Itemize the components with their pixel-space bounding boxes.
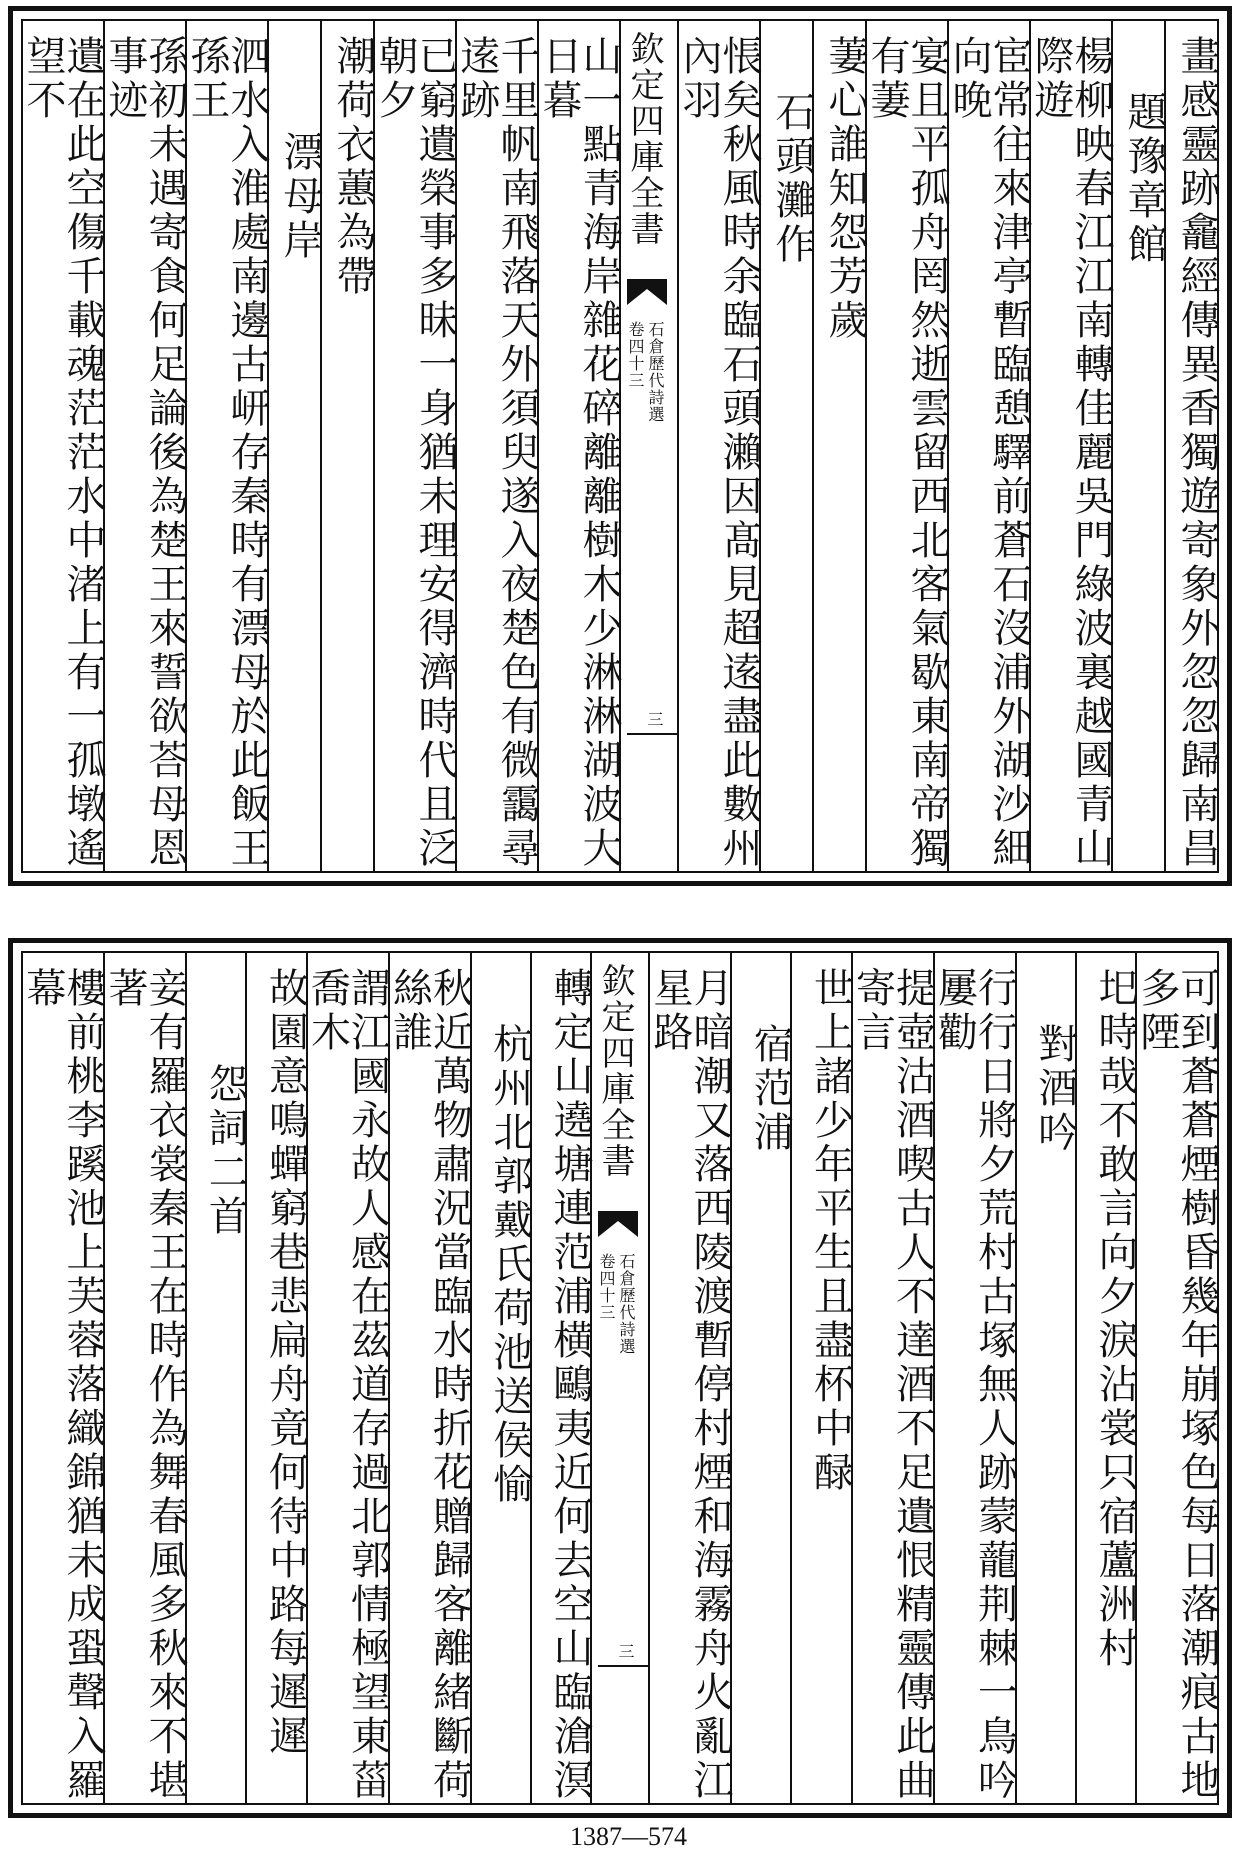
text-column: 悵矣秋風時余臨石頭瀨因髙見超逺盡此數州內羽 xyxy=(677,21,759,871)
text-column: 樓前桃李蹊池上芙蓉落織錦猶未成蛩聲入羅幕 xyxy=(20,967,106,1803)
text-column: 妾有羅衣裳秦王在時作為舞春風多秋來不堪著 xyxy=(103,953,185,1803)
text-column: 萋心誰知怨芳歲 xyxy=(812,21,865,871)
center-divider xyxy=(627,733,677,735)
text-column: 宦常往來津亭暫臨憩驛前蒼石沒浦外湖沙細向晚 xyxy=(947,21,1029,871)
bottom-page-frame xyxy=(21,951,1219,1805)
center-volume-label: 卷四十三 xyxy=(626,321,645,389)
center-collection-title: 石倉歷代詩選 xyxy=(617,1253,636,1355)
text-column: 山一點青海岸雜花碎離離樹木少淋淋湖波大日暮 xyxy=(537,21,619,871)
text-column: 世上諸少年平生且盡杯中醁 xyxy=(790,953,850,1803)
poem-title-column: 石頭灘作 xyxy=(759,21,812,871)
text-column: 千里帆南飛落天外須臾遂入夜楚色有微靄尋逺跡 xyxy=(455,21,537,871)
center-book-title: 欽定四庫全書 xyxy=(624,31,664,247)
poem-title-column: 杭州北郭戴氏荷池送侯愉 xyxy=(470,953,530,1803)
text-column: 泗水入淮處南邊古岍存秦時有漂母於此飯王孫王 xyxy=(185,21,267,871)
text-column: 故園意鳴蟬窮巷悲扁舟竟何待中路每遲遲 xyxy=(245,953,305,1803)
poem-title-column: 漂母岸 xyxy=(267,21,320,871)
top-page-frame xyxy=(21,19,1219,873)
bottom-page xyxy=(8,938,1232,1818)
center-divider xyxy=(598,1665,648,1667)
text-column: 遺在此空傷千載魂茫茫水中渚上有一孤墩遙望不 xyxy=(20,35,106,871)
text-column: 已窮遺榮事多昧一身猶未理安得濟時代且泛朝夕 xyxy=(373,21,455,871)
text-column: 楊柳映春江江南轉佳麗吳門綠波裏越國青山際遊 xyxy=(1029,21,1111,871)
text-column: 秋近萬物肅況當臨水時折花贈歸客離緒斷荷絲誰 xyxy=(388,953,470,1803)
center-leaf-number: 三 xyxy=(616,1643,635,1659)
fishtail-mark-icon xyxy=(598,1211,638,1241)
text-column: 畫感靈跡龕經傳異香獨遊寄象外忽忽歸南昌 xyxy=(1164,21,1217,871)
center-fold-column xyxy=(590,953,648,1803)
center-collection-title: 石倉歷代詩選 xyxy=(646,321,665,423)
poem-title-column: 對酒吟 xyxy=(1015,953,1075,1803)
center-book-title: 欽定四庫全書 xyxy=(595,963,635,1179)
top-page xyxy=(8,6,1232,886)
text-column: 轉定山遶塘連范浦横鷗夷近何去空山臨滄溟 xyxy=(530,953,590,1803)
center-volume-label: 卷四十三 xyxy=(597,1253,616,1321)
text-column: 潮荷衣蕙為帶 xyxy=(320,21,373,871)
page-number: 1387—574 xyxy=(570,1822,687,1851)
poem-title-column: 怨詞二首 xyxy=(185,953,245,1803)
text-column: 行行日將夕荒村古塚無人跡蒙蘢荆棘一鳥吟屢勸 xyxy=(933,953,1015,1803)
fishtail-mark-icon xyxy=(627,279,667,309)
text-column: 宴且平孤舟罔然逝雲留西北客氣歇東南帝獨有萋 xyxy=(865,21,947,871)
text-column: 可到蒼蒼煙樹昏幾年崩塚色每日落潮痕古地多陻 xyxy=(1135,953,1217,1803)
text-column: 月暗潮又落西陵渡暫停村煙和海霧舟火亂江星路 xyxy=(648,953,730,1803)
text-column: 圯時哉不敢言向夕淚沾裳只宿蘆洲村 xyxy=(1075,953,1135,1803)
center-fold-column xyxy=(619,21,677,871)
text-column: 孫初未遇寄食何足論後為楚王來誓欲荅母恩事迹 xyxy=(103,21,185,871)
center-leaf-number: 三 xyxy=(645,711,664,727)
text-column: 提壺沽酒喫古人不達酒不足遺恨精靈傳此曲寄言 xyxy=(851,953,933,1803)
text-column: 謂江國永故人感在茲道存過北郭情極望東菑喬木 xyxy=(306,953,388,1803)
poem-title-column: 題豫章館 xyxy=(1111,21,1164,871)
poem-title-column: 宿范浦 xyxy=(730,953,790,1803)
